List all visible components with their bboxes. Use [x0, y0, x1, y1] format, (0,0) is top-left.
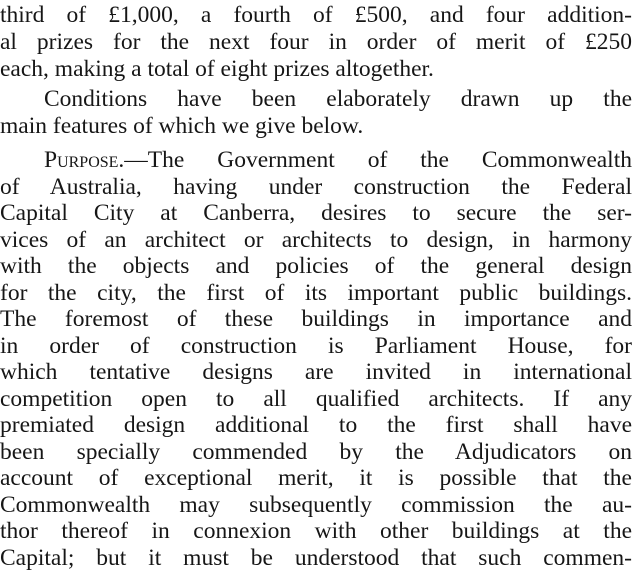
heading-line-text: —The Government of the Commonwealth: [124, 147, 632, 173]
text-line: thor thereof in connexion with other buildings at the: [0, 518, 632, 544]
text-line: The foremost of these buildings in importance and: [0, 306, 632, 332]
text-line: [0, 147, 632, 173]
text-line: for the city, the first of its important public buildings.: [0, 280, 632, 306]
text-line: vices of an architect or architects to design, in harmony: [0, 227, 632, 253]
text-line: Capital City at Canberra, desires to secure the ser-: [0, 200, 632, 226]
text-line: Conditions have been elaborately drawn up the: [44, 86, 632, 112]
text-line: which tentative designs are invited in international: [0, 359, 632, 385]
text-line: premiated design additional to the first shall have: [0, 412, 632, 438]
section-heading: Purpose.: [44, 147, 125, 173]
text-line: in order of construction is Parliament House, for: [0, 333, 632, 359]
text-line: main features of which we give below.: [0, 113, 364, 139]
text-line: competition open to all qualified architects. If any: [0, 386, 632, 412]
text-line: account of exceptional merit, it is possible that the: [0, 465, 632, 491]
text-line: third of £1,000, a fourth of £500, and four addition-: [0, 2, 632, 28]
text-line: with the objects and policies of the general design: [0, 253, 632, 279]
text-line: al prizes for the next four in order of merit of £250: [0, 29, 632, 55]
text-line: each, making a total of eight prizes altogether.: [0, 56, 434, 82]
text-line: Capital; but it must be understood that such commen-: [0, 545, 632, 571]
text-line: Commonwealth may subsequently commission the au-: [0, 492, 632, 518]
text-line: of Australia, having under construction the Federal: [0, 174, 632, 200]
text-line: been specially commended by the Adjudicators on: [0, 439, 632, 465]
